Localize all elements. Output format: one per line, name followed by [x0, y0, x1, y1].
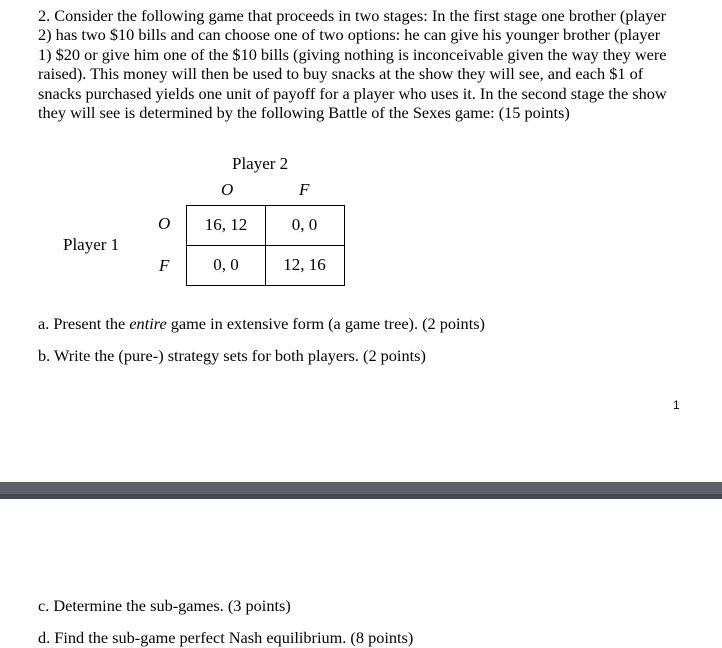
row-strategy-o: O	[158, 214, 171, 233]
column-strategy-o: O	[221, 180, 234, 199]
question-a-suffix: game in extensive form (a game tree). (2 points)	[166, 314, 485, 333]
question-a-prefix: a. Present the	[38, 314, 130, 333]
problem-line: 1) $20 or give him one of the $10 bills (giving nothing is inconceivable given the way they were	[38, 44, 667, 64]
problem-statement	[38, 6, 688, 122]
page-number: 1	[673, 398, 680, 412]
payoff-cell-o-f: 0, 0	[265, 205, 345, 246]
payoff-cell-f-o: 0, 0	[186, 245, 266, 286]
problem-line: 2) has two $10 bills and can choose one of two options: he can give his younger brother (player	[38, 25, 661, 45]
column-strategy-f: F	[299, 180, 310, 199]
question-b: b. Write the (pure-) strategy sets for both players. (2 points)	[38, 346, 426, 365]
column-player-label: Player 2	[232, 154, 289, 173]
question-a-emphasis: entire	[129, 314, 167, 333]
question-d: d. Find the sub-game perfect Nash equilibrium. (8 points)	[38, 628, 414, 647]
problem-line: 2. Consider the following game that proceeds in two stages: In the first stage one brother (player	[38, 6, 667, 25]
problem-line: snacks purchased yields one unit of payoff for a player who uses it. In the second stage the show	[38, 83, 667, 103]
problem-line: they will see is determined by the following Battle of the Sexes game: (15 points)	[38, 103, 570, 123]
payoff-cell-f-f: 12, 16	[265, 245, 345, 286]
row-player-label: Player 1	[63, 235, 120, 254]
document-page-2	[0, 499, 722, 648]
page-divider	[0, 482, 722, 499]
row-strategy-f: F	[159, 256, 170, 275]
question-a	[38, 314, 485, 334]
problem-line: raised). This money will then be used to buy snacks at the show they will see, and each $1 of	[38, 64, 644, 84]
payoff-cell-o-o: 16, 12	[186, 205, 266, 246]
question-c: c. Determine the sub-games. (3 points)	[38, 596, 291, 615]
